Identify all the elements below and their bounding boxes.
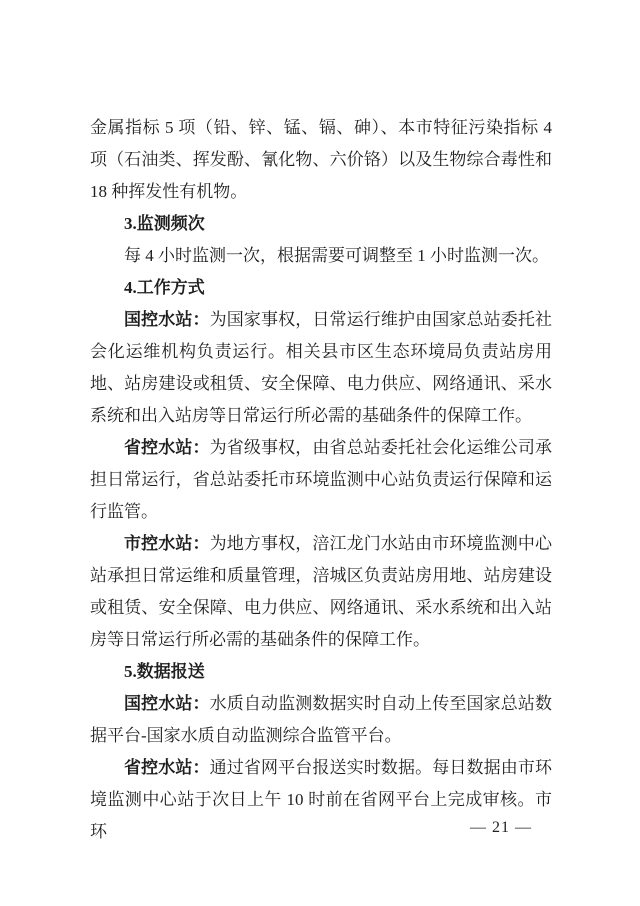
paragraph-lead: 市控水站： <box>124 534 210 553</box>
section-heading-work-mode: 4.工作方式 <box>124 278 205 297</box>
paragraph-lead: 国控水站： <box>124 694 210 713</box>
paragraph-text: 水质自动监测数据实时自动上传至国家总站数据平台-国家水质自动监测综合监管平台。 <box>90 694 552 745</box>
paragraph-text: 每 4 小时监测一次，根据需要可调整至 1 小时监测一次。 <box>124 246 549 265</box>
paragraph-text: 为省级事权，由省总站委托社会化运维公司承担日常运行，省总站委托市环境监测中心站负责运行保障和运行监管。 <box>90 438 552 521</box>
paragraph-municipal-station <box>90 528 552 656</box>
paragraph-lead: 国控水站： <box>124 310 210 329</box>
paragraph-text: 金属指标 5 项（铅、锌、锰、镉、砷）、本市特征污染指标 4 项（石油类、挥发酚、氰化物、六价铬）以及生物综合毒性和 18 种挥发性有机物。 <box>90 118 552 201</box>
paragraph-lead: 省控水站： <box>124 438 210 457</box>
paragraph-national-station <box>90 304 552 432</box>
paragraph-lead: 省控水站： <box>124 758 210 777</box>
section-heading-data-reporting: 5.数据报送 <box>124 662 205 681</box>
paragraph-national-data <box>90 688 552 752</box>
page-number: — 21 — <box>470 819 532 836</box>
document-body <box>90 112 552 848</box>
paragraph-continuation <box>90 112 552 208</box>
section-heading-monitoring-frequency: 3.监测频次 <box>124 214 205 233</box>
paragraph-provincial-station <box>90 432 552 528</box>
paragraph-text: 为地方事权，涪江龙门水站由市环境监测中心站承担日常运维和质量管理，涪城区负责站房用地、站房建设或租赁、安全保障、电力供应、网络通讯、采水系统和出入站房等日常运行所必需的基础条件的保障工作。 <box>90 534 552 649</box>
paragraph-text: 通过省网平台报送实时数据。每日数据由市环境监测中心站于次日上午 10 时前在省网平台上完成审核。市环 <box>90 758 552 841</box>
paragraph-frequency <box>90 240 552 272</box>
paragraph-text: 为国家事权，日常运行维护由国家总站委托社会化运维机构负责运行。相关县市区生态环境局负责站房用地、站房建设或租赁、安全保障、电力供应、网络通讯、采水系统和出入站房等日常运行所必需的基础条件的保障工作。 <box>90 310 552 425</box>
